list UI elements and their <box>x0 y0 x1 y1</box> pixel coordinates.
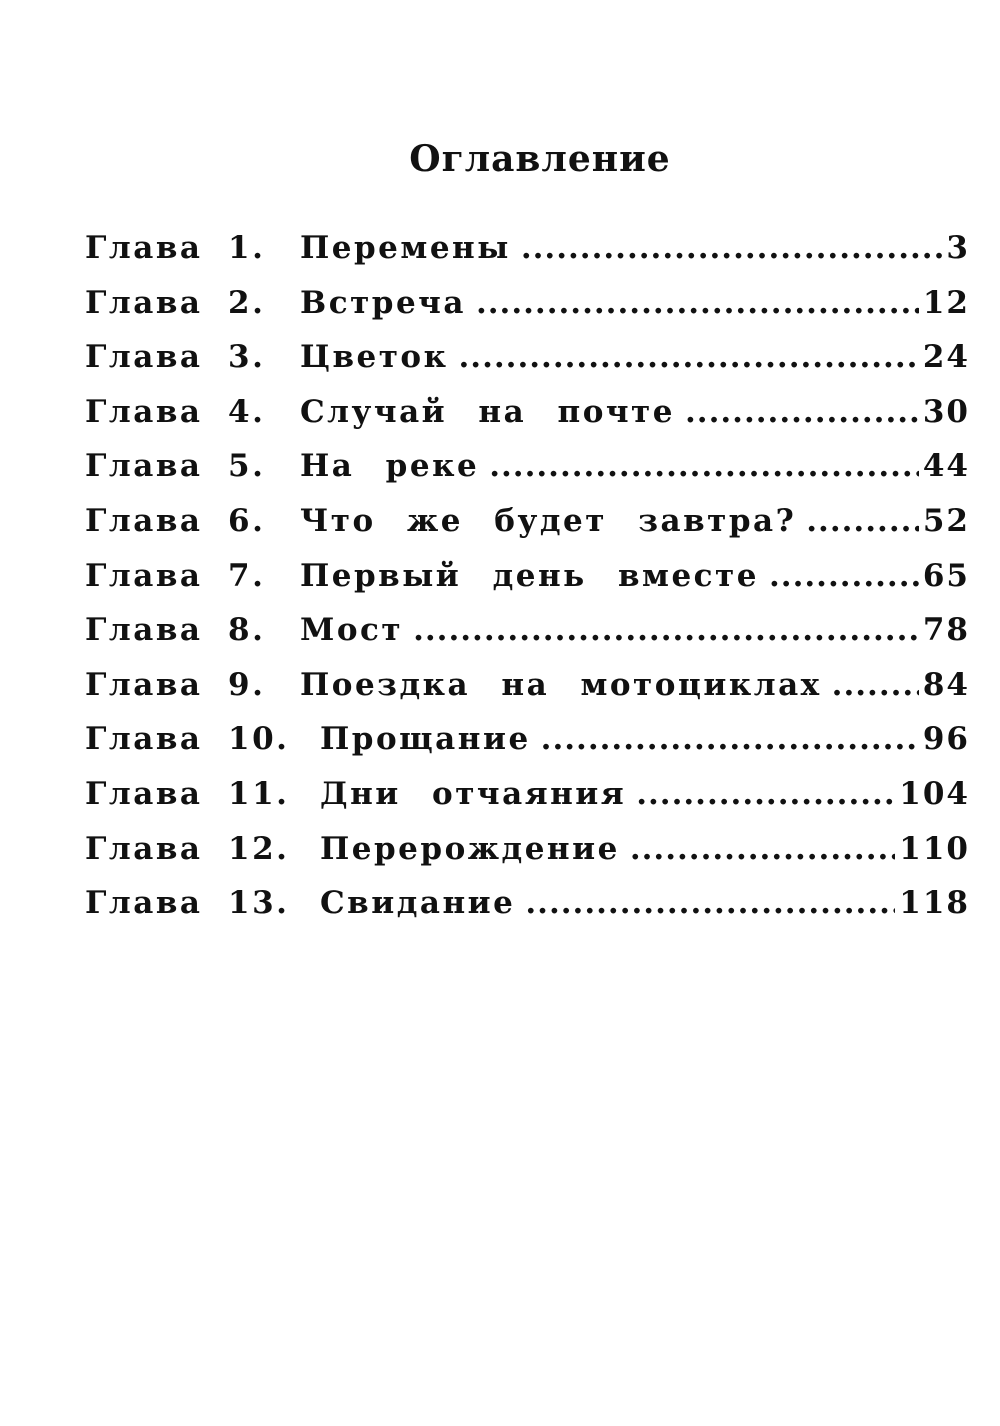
chapter-number: 3. <box>228 339 266 376</box>
chapter-word: Глава <box>85 775 203 812</box>
toc-row-7 <box>85 558 970 613</box>
chapter-page: 12 <box>922 284 970 321</box>
toc-row-11 <box>85 776 970 831</box>
chapter-word: Глава <box>85 502 203 539</box>
chapter-number: 1. <box>228 230 266 266</box>
page-title: Оглавление <box>409 138 671 180</box>
dot-leader <box>521 230 943 266</box>
toc-row-13 <box>85 885 970 940</box>
chapter-name: Прощание <box>320 721 531 758</box>
chapter-page: 24 <box>922 339 970 376</box>
toc-row-1 <box>85 230 970 285</box>
chapter-number: 7. <box>228 557 266 594</box>
chapter-word: Глава <box>85 230 203 266</box>
chapter-word: Глава <box>85 721 203 758</box>
chapter-name: Перемены <box>300 230 511 266</box>
dot-leader <box>630 831 895 867</box>
chapter-name: Дни отчаяния <box>320 775 627 812</box>
chapter-name: Первый день вместе <box>300 557 759 594</box>
chapter-number: 8. <box>228 612 266 649</box>
table-of-contents <box>85 230 970 940</box>
toc-row-6 <box>85 503 970 558</box>
chapter-page: 78 <box>922 612 970 649</box>
toc-row-5 <box>85 448 970 503</box>
chapter-page: 96 <box>922 721 970 758</box>
chapter-number: 2. <box>228 284 266 321</box>
dot-leader <box>459 339 919 375</box>
toc-row-10 <box>85 721 970 776</box>
dot-leader <box>476 285 919 321</box>
dot-leader <box>832 667 919 703</box>
dot-leader <box>636 776 895 812</box>
chapter-number: 11. <box>228 775 290 812</box>
chapter-page: 65 <box>922 557 970 594</box>
toc-row-4 <box>85 394 970 449</box>
dot-leader <box>541 721 919 757</box>
chapter-page: 30 <box>922 393 970 430</box>
chapter-number: 13. <box>228 885 290 922</box>
chapter-word: Глава <box>85 666 203 703</box>
chapter-word: Глава <box>85 339 203 376</box>
toc-row-12 <box>85 831 970 886</box>
chapter-name: Встреча <box>300 284 466 321</box>
chapter-name: Цветок <box>300 339 449 376</box>
chapter-name: Свидание <box>320 885 516 922</box>
dot-leader <box>489 448 919 484</box>
chapter-word: Глава <box>85 284 203 321</box>
chapter-name: Поездка на мотоциклах <box>300 666 822 703</box>
chapter-word: Глава <box>85 830 203 867</box>
chapter-name: Что же будет завтра? <box>300 502 797 539</box>
dot-leader <box>525 885 895 921</box>
toc-row-2 <box>85 285 970 340</box>
chapter-name: Случай на почте <box>300 393 675 430</box>
chapter-page: 118 <box>899 885 970 922</box>
toc-row-8 <box>85 612 970 667</box>
chapter-word: Глава <box>85 448 203 485</box>
dot-leader <box>769 558 919 594</box>
chapter-name: Перерождение <box>320 830 620 867</box>
chapter-number: 5. <box>228 448 266 485</box>
chapter-word: Глава <box>85 885 203 922</box>
chapter-word: Глава <box>85 393 203 430</box>
chapter-number: 12. <box>228 830 290 867</box>
chapter-number: 4. <box>228 393 266 430</box>
dot-leader <box>806 503 919 539</box>
chapter-page: 44 <box>922 448 970 485</box>
chapter-page: 104 <box>899 775 970 812</box>
chapter-word: Глава <box>85 557 203 594</box>
chapter-page: 84 <box>922 666 970 703</box>
toc-row-9 <box>85 667 970 722</box>
chapter-word: Глава <box>85 612 203 649</box>
chapter-number: 9. <box>228 666 266 703</box>
toc-row-3 <box>85 339 970 394</box>
chapter-page: 3 <box>946 230 970 266</box>
chapter-number: 6. <box>228 502 266 539</box>
chapter-name: На реке <box>300 448 480 485</box>
dot-leader <box>685 394 919 430</box>
chapter-page: 52 <box>922 502 970 539</box>
dot-leader <box>413 612 919 648</box>
chapter-number: 10. <box>228 721 290 758</box>
chapter-page: 110 <box>899 830 970 867</box>
chapter-name: Мост <box>300 612 404 649</box>
